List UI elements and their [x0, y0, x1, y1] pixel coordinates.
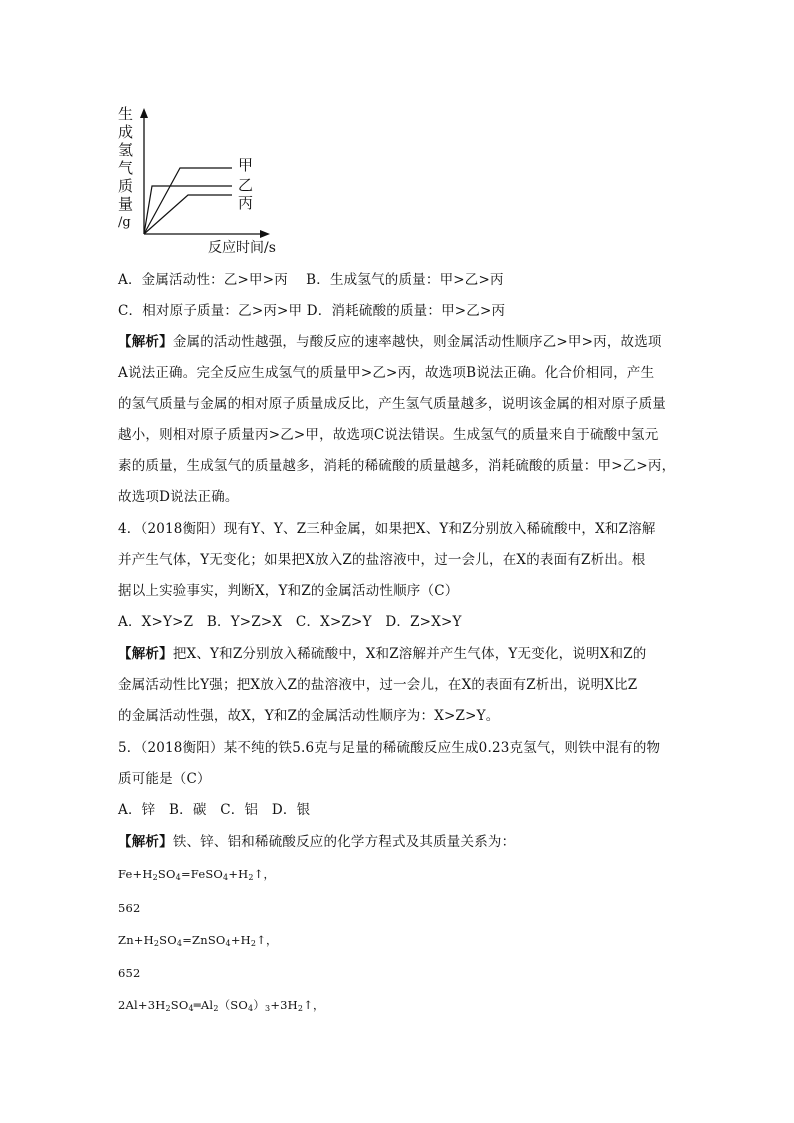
series-label-jia: 甲: [238, 156, 254, 174]
equation-fe: $Fe+H_2SO_4=FeSO_4+H_2↑$，: [118, 867, 276, 882]
q3-options-cd: C．相对原子质量：乙>丙>甲 D．消耗硫酸的质量：甲>乙>丙: [118, 303, 506, 319]
series-line-jia: [144, 168, 232, 234]
q3-analysis-line: 素的质量，生成氢气的质量越多，消耗的稀硫酸的质量越多，消耗硫酸的质量：甲>乙>丙，: [118, 458, 676, 474]
x-axis-label: 反应时间/s: [208, 240, 276, 256]
q4-options: A．X>Y>Z B．Y>Z>X C．X>Z>Y D．Z>X>Y: [118, 614, 462, 630]
analysis-tag: 【解析】: [118, 646, 173, 662]
q3-analysis-line: 【解析】金属的活动性越强，与酸反应的速率越快，则金属活动性顺序乙>甲>丙，故选项: [118, 334, 662, 350]
q4-analysis-line: 【解析】把X、Y和Z分别放入稀硫酸中，X和Z溶解并产生气体，Y无变化，说明X和Z的: [118, 646, 647, 662]
q4-stem-line: 据以上实验事实，判断X，Y和Z的金属活动性顺序（C）: [118, 583, 459, 599]
y-axis-label-char: 生: [118, 105, 134, 123]
equation-al: $2Al+3H_2SO_4═Al_2(SO_4)_3+3H_2↑$，: [118, 998, 325, 1013]
q3-options-ab: A．金属活动性：乙>甲>丙 B．生成氢气的质量：甲>乙>丙: [118, 272, 504, 288]
series-label-yi: 乙: [238, 176, 254, 194]
reaction-figure: [118, 106, 298, 256]
y-axis-label-char: 成: [118, 123, 134, 141]
q3-analysis-line: 的氢气质量与金属的相对原子质量成反比，产生氢气质量越多，说明该金属的相对原子质量: [118, 396, 666, 412]
series-label-bing: 丙: [238, 194, 254, 212]
analysis-tag: 【解析】: [118, 334, 173, 350]
q5-stem-line: 质可能是（C）: [118, 771, 211, 787]
y-axis-label-char: 量: [118, 195, 134, 213]
equation-zn: $Zn+H_2SO_4=ZnSO_4+H_2↑$，: [118, 933, 278, 948]
q4-analysis-line: 金属活动性比Y强；把X放入Z的盐溶液中，过一会儿，在X的表面有Z析出，说明X比Z: [118, 677, 638, 693]
q3-analysis-line: 越小，则相对原子质量丙>乙>甲，故选项C说法错误。生成氢气的质量来自于硫酸中氢元: [118, 427, 659, 443]
y-axis-label-char: /g: [118, 215, 131, 230]
y-axis-label-char: 气: [118, 159, 134, 177]
q4-analysis-line: 的金属活动性强，故X，Y和Z的金属活动性顺序为：X>Z>Y。: [118, 708, 500, 724]
q5-options: A．锌 B．碳 C．铝 D．银: [118, 802, 311, 818]
y-axis-label-char: 质: [118, 177, 134, 195]
y-axis-label-char: 氢: [118, 141, 134, 159]
mass-ratio-fe: 562: [118, 901, 141, 915]
series-line-bing: [144, 195, 232, 234]
analysis-tag: 【解析】: [118, 834, 173, 850]
q4-stem-line: 并产生气体，Y无变化；如果把X放入Z的盐溶液中，过一会儿，在X的表面有Z析出。根: [118, 552, 646, 568]
mass-ratio-zn: 652: [118, 966, 141, 980]
q4-stem-line: 4．（2018衡阳）现有Y、Y、Z三种金属，如果把X、Y和Z分别放入稀硫酸中，X和Z溶解: [118, 521, 656, 537]
q5-stem-line: 5．（2018衡阳）某不纯的铁5.6克与足量的稀硫酸反应生成0.23克氢气，则铁中混有的物: [118, 740, 661, 756]
reaction-plot: [118, 106, 298, 256]
q3-analysis-line: A说法正确。完全反应生成氢气的质量甲>乙>丙，故选项B说法正确。化合价相同，产生: [118, 365, 655, 381]
q3-analysis-line: 故选项D说法正确。: [118, 489, 239, 505]
y-axis-arrow: [140, 108, 148, 118]
q5-analysis-line: 【解析】铁、锌、铝和稀硫酸反应的化学方程式及其质量关系为：: [118, 834, 516, 850]
